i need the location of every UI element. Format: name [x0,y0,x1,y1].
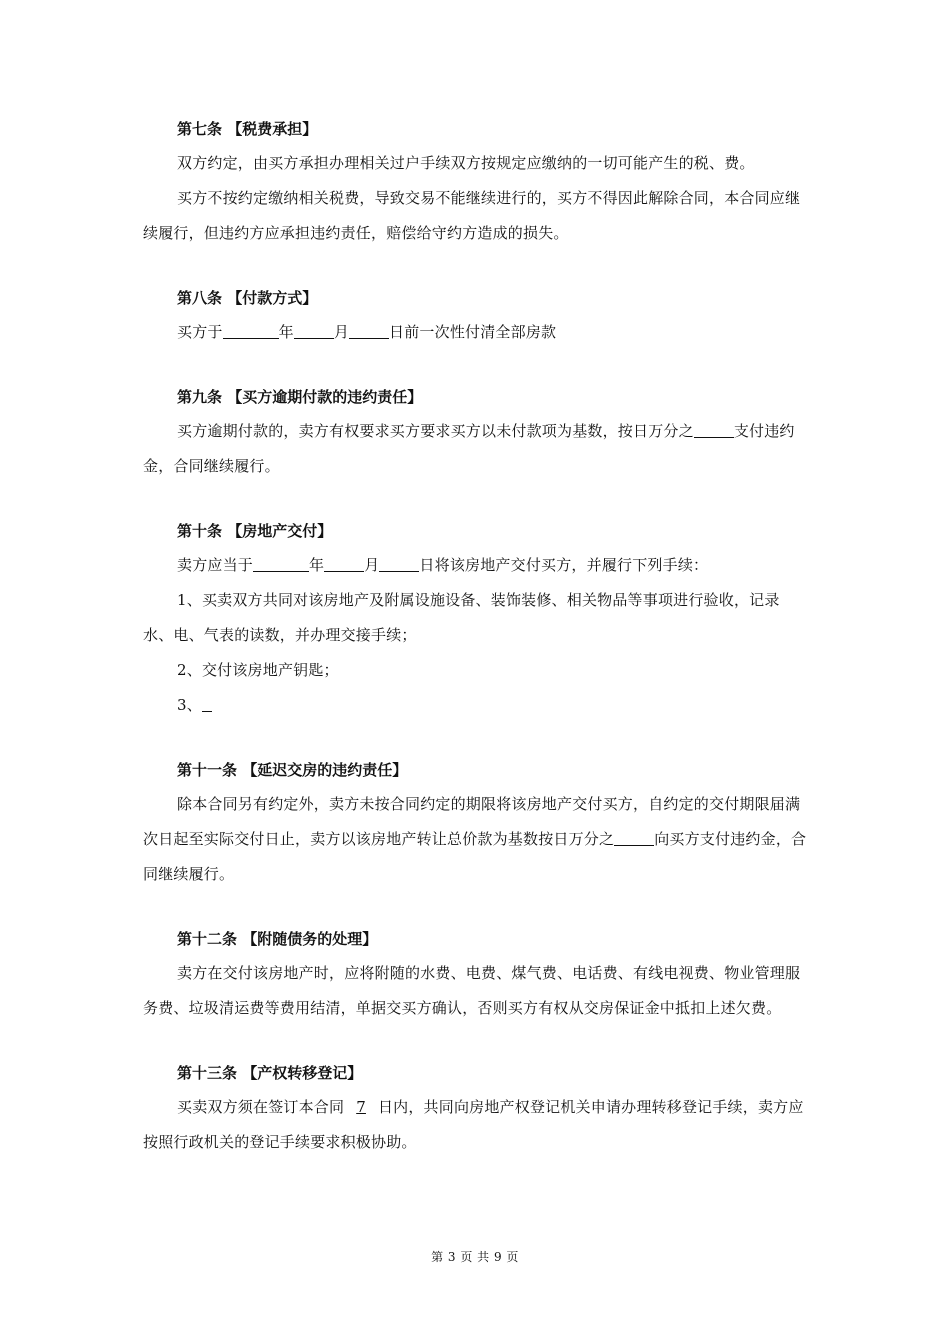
article-paragraph: 买卖双方须在签订本合同 7 日内，共同向房地产权登记机关申请办理转移登记手续，卖方应按照行政机关的登记手续要求积极协助。 [143,1098,804,1151]
article-paragraph: 双方约定，由买方承担办理相关过户手续双方按规定应缴纳的一切可能产生的税、费。 [177,154,755,172]
article-heading: 第七条 【税费承担】 [177,120,318,138]
article-heading: 第十二条 【附随债务的处理】 [177,930,378,948]
fill-blank-month[interactable] [324,557,364,572]
article-heading: 第十一条 【延迟交房的违约责任】 [177,761,408,779]
fill-blank-day[interactable] [379,557,419,572]
fill-blank-rate[interactable] [614,831,654,846]
fill-blank-item3[interactable] [202,697,212,712]
article-heading: 第十条 【房地产交付】 [177,522,333,540]
article-11 [143,753,808,892]
fill-blank-year[interactable] [253,557,309,572]
article-8 [143,281,808,350]
list-item: 2、交付该房地产钥匙； [177,661,339,679]
article-paragraph: 买方逾期付款的，卖方有权要求买方要求买方以未付款项为基数，按日万分之 支付违约金，合同继续履行。 [143,422,795,475]
fill-blank-rate[interactable] [694,423,734,438]
fill-blank-year[interactable] [223,324,279,339]
article-heading: 第八条 【付款方式】 [177,289,318,307]
list-item: 3、 [143,688,808,723]
page-footer: 第 3 页 共 9 页 [431,1250,519,1264]
article-paragraph: 买方不按约定缴纳相关税费，导致交易不能继续进行的，买方不得因此解除合同，本合同应继续履行，但违约方应承担违约责任，赔偿给守约方造成的损失。 [143,189,801,242]
article-heading: 第九条 【买方逾期付款的违约责任】 [177,388,423,406]
article-13 [143,1056,808,1160]
article-10 [143,514,808,723]
article-12 [143,922,808,1026]
article-paragraph: 卖方在交付该房地产时，应将附随的水费、电费、煤气费、电话费、有线电视费、物业管理服务费、垃圾清运费等费用结清，单据交买方确认，否则买方有权从交房保证金中抵扣上述欠费。 [143,964,801,1017]
article-heading: 第十三条 【产权转移登记】 [177,1064,363,1082]
document-body [143,112,808,1160]
article-7 [143,112,808,251]
list-item: 1、买卖双方共同对该房地产及附属设施设备、装饰装修、相关物品等事项进行验收，记录水、电、气表的读数，并办理交接手续； [143,591,780,644]
article-paragraph: 买方于 年 月 日前一次性付清全部房款 [177,323,557,341]
filled-days-value: 7 [356,1098,366,1116]
article-9 [143,380,808,484]
fill-blank-month[interactable] [294,324,334,339]
article-paragraph: 卖方应当于 年 月 日将该房地产交付买方，并履行下列手续： [177,556,709,574]
article-paragraph: 除本合同另有约定外，卖方未按合同约定的期限将该房地产交付买方，自约定的交付期限届满次日起至实际交付日止，卖方以该房地产转让总价款为基数按日万分之 向买方支付违约金，合同继续履行。 [143,795,807,883]
fill-blank-day[interactable] [349,324,389,339]
